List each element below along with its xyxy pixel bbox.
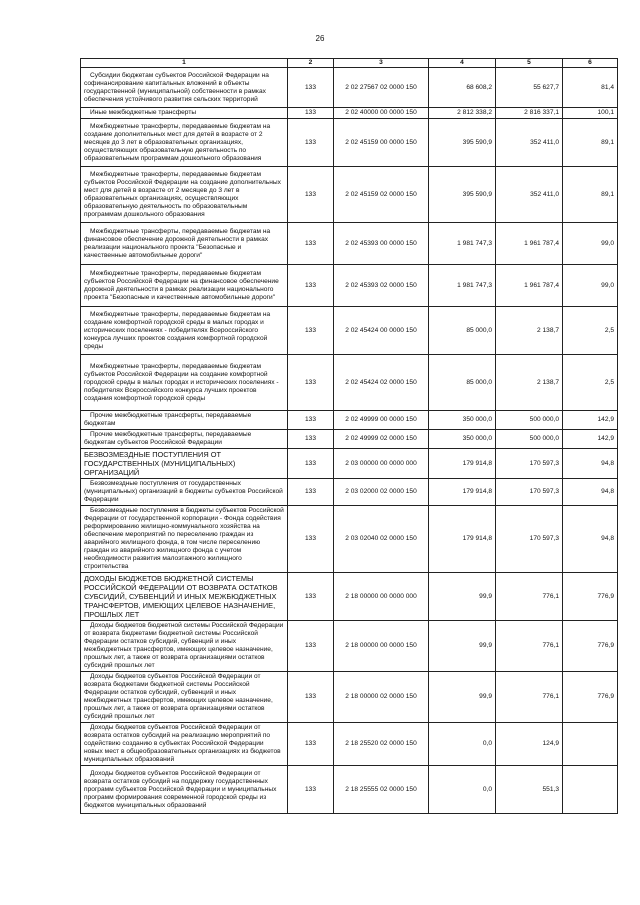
table-row [81, 355, 618, 411]
plan-value-cell: 99,9 [429, 621, 496, 672]
classification-code-cell: 2 02 27567 02 0000 150 [334, 68, 429, 108]
percent-cell: 776,9 [563, 573, 618, 621]
plan-value-cell: 1 981 747,3 [429, 265, 496, 307]
percent-cell: 776,9 [563, 672, 618, 723]
percent-cell: 89,1 [563, 167, 618, 223]
row-name-cell: Межбюджетные трансферты, передаваемые бюджетам на создание дополнительных мест для детей в возрасте от 2 месяцев до 3 лет в образовательных организациях, осуществляющих образовательную деятельность по образовательным программам дошкольного образования [81, 119, 288, 167]
percent-cell: 81,4 [563, 68, 618, 108]
classification-code-cell: 2 18 25555 02 0000 150 [334, 766, 429, 814]
row-name-cell: Доходы бюджетов субъектов Российской Федерации от возврата остатков субсидий на поддержку государственных программ субъектов Российской Федерации и муниципальных программ формирования современной городской среды из бюджетов муниципальных образований [81, 766, 288, 814]
plan-value-cell: 0,0 [429, 766, 496, 814]
percent-cell: 89,1 [563, 119, 618, 167]
percent-cell [563, 766, 618, 814]
admin-code-cell: 133 [288, 68, 334, 108]
admin-code-cell: 133 [288, 167, 334, 223]
column-header: 5 [496, 59, 563, 68]
admin-code-cell: 133 [288, 108, 334, 119]
column-header: 3 [334, 59, 429, 68]
actual-value-cell: 2 138,7 [496, 307, 563, 355]
actual-value-cell: 170 597,3 [496, 479, 563, 506]
admin-code-cell: 133 [288, 430, 334, 449]
row-name-cell: БЕЗВОЗМЕЗДНЫЕ ПОСТУПЛЕНИЯ ОТ ГОСУДАРСТВЕННЫХ (МУНИЦИПАЛЬНЫХ) ОРГАНИЗАЦИЙ [81, 449, 288, 479]
actual-value-cell: 500 000,0 [496, 430, 563, 449]
classification-code-cell: 2 02 45393 00 0000 150 [334, 223, 429, 265]
classification-code-cell: 2 03 02040 02 0000 150 [334, 506, 429, 573]
table-row [81, 265, 618, 307]
classification-code-cell: 2 03 02000 02 0000 150 [334, 479, 429, 506]
row-name-cell: Иные межбюджетные трансферты [81, 108, 288, 119]
table-row [81, 621, 618, 672]
admin-code-cell: 133 [288, 621, 334, 672]
column-header: 2 [288, 59, 334, 68]
table-row [81, 573, 618, 621]
admin-code-cell: 133 [288, 723, 334, 766]
admin-code-cell: 133 [288, 766, 334, 814]
plan-value-cell: 85 000,0 [429, 355, 496, 411]
classification-code-cell: 2 02 45159 02 0000 150 [334, 167, 429, 223]
row-name-cell: Межбюджетные трансферты, передаваемые бюджетам субъектов Российской Федерации на финансовое обеспечение дорожной деятельности в рамках реализации национального проекта "Безопасные и качественные автомобильные дороги" [81, 265, 288, 307]
row-name-cell: Безвозмездные поступления в бюджеты субъектов Российской Федерации от государственной корпорации - Фонда содействия реформированию жилищно-коммунального хозяйства на обеспечение мероприятий по переселению граждан из аварийного жилищного фонда, в том числе переселению граждан из аварийного жилищного фонда с учетом необходимости развития малоэтажного жилищного строительства [81, 506, 288, 573]
classification-code-cell: 2 02 45159 00 0000 150 [334, 119, 429, 167]
plan-value-cell: 85 000,0 [429, 307, 496, 355]
plan-value-cell: 179 914,8 [429, 479, 496, 506]
plan-value-cell: 2 812 338,2 [429, 108, 496, 119]
percent-cell [563, 723, 618, 766]
table-row [81, 672, 618, 723]
table-row [81, 68, 618, 108]
classification-code-cell: 2 02 49999 02 0000 150 [334, 430, 429, 449]
classification-code-cell: 2 02 45424 02 0000 150 [334, 355, 429, 411]
row-name-cell: Межбюджетные трансферты, передаваемые бюджетам субъектов Российской Федерации на создание дополнительных мест для детей в возрасте от 2 месяцев до 3 лет в образовательных организациях, осуществляющих образовательную деятельность по образовательным программам дошкольного образования [81, 167, 288, 223]
table-row [81, 430, 618, 449]
column-header: 6 [563, 59, 618, 68]
percent-cell: 776,9 [563, 621, 618, 672]
classification-code-cell: 2 02 45393 02 0000 150 [334, 265, 429, 307]
admin-code-cell: 133 [288, 265, 334, 307]
row-name-cell: Прочие межбюджетные трансферты, передаваемые бюджетам субъектов Российской Федерации [81, 430, 288, 449]
table-row [81, 479, 618, 506]
table-row [81, 223, 618, 265]
table-row [81, 411, 618, 430]
classification-code-cell: 2 18 00000 02 0000 150 [334, 672, 429, 723]
classification-code-cell: 2 02 49999 00 0000 150 [334, 411, 429, 430]
percent-cell: 94,8 [563, 506, 618, 573]
table-row [81, 108, 618, 119]
row-name-cell: Межбюджетные трансферты, передаваемые бюджетам субъектов Российской Федерации на создание комфортной городской среды в малых городах и исторических поселениях - победителях Всероссийского конкурса лучших проектов создания комфортной городской среды [81, 355, 288, 411]
column-header: 1 [81, 59, 288, 68]
classification-code-cell: 2 03 00000 00 0000 000 [334, 449, 429, 479]
admin-code-cell: 133 [288, 223, 334, 265]
admin-code-cell: 133 [288, 449, 334, 479]
actual-value-cell: 352 411,0 [496, 119, 563, 167]
actual-value-cell: 170 597,3 [496, 506, 563, 573]
plan-value-cell: 68 608,2 [429, 68, 496, 108]
admin-code-cell: 133 [288, 307, 334, 355]
admin-code-cell: 133 [288, 119, 334, 167]
table-row [81, 167, 618, 223]
row-name-cell: Доходы бюджетов бюджетной системы Российской Федерации от возврата бюджетами бюджетной системы Российской Федерации остатков субсидий, субвенций и иных межбюджетных трансфертов, имеющих целевое назначение, прошлых лет, а также от возврата организациями остатков субсидий прошлых лет [81, 621, 288, 672]
table-row [81, 506, 618, 573]
table-row [81, 723, 618, 766]
classification-code-cell: 2 18 25520 02 0000 150 [334, 723, 429, 766]
budget-revenue-table [80, 58, 618, 814]
actual-value-cell: 500 000,0 [496, 411, 563, 430]
admin-code-cell: 133 [288, 411, 334, 430]
actual-value-cell: 2 138,7 [496, 355, 563, 411]
actual-value-cell: 776,1 [496, 672, 563, 723]
plan-value-cell: 99,9 [429, 672, 496, 723]
row-name-cell: Субсидии бюджетам субъектов Российской Федерации на софинансирование капитальных вложений в объекты государственной (муниципальной) собственности в рамках обеспечения устойчивого развития сельских территорий [81, 68, 288, 108]
column-header: 4 [429, 59, 496, 68]
plan-value-cell: 350 000,0 [429, 430, 496, 449]
percent-cell: 94,8 [563, 449, 618, 479]
plan-value-cell: 99,9 [429, 573, 496, 621]
row-name-cell: ДОХОДЫ БЮДЖЕТОВ БЮДЖЕТНОЙ СИСТЕМЫ РОССИЙСКОЙ ФЕДЕРАЦИИ ОТ ВОЗВРАТА ОСТАТКОВ СУБСИДИЙ, СУБВЕНЦИЙ И ИНЫХ МЕЖБЮДЖЕТНЫХ ТРАНСФЕРТОВ, ИМЕЮЩИХ ЦЕЛЕВОЕ НАЗНАЧЕНИЕ, ПРОШЛЫХ ЛЕТ [81, 573, 288, 621]
percent-cell: 142,9 [563, 430, 618, 449]
column-number-row [81, 59, 618, 68]
admin-code-cell: 133 [288, 573, 334, 621]
table-row [81, 307, 618, 355]
row-name-cell: Межбюджетные трансферты, передаваемые бюджетам на финансовое обеспечение дорожной деятельности в рамках реализации национального проекта "Безопасные и качественные автомобильные дороги" [81, 223, 288, 265]
row-name-cell: Доходы бюджетов субъектов Российской Федерации от возврата остатков субсидий на реализацию мероприятий по содействию созданию в субъектах Российской Федерации новых мест в общеобразовательных организациях из бюджетов муниципальных образований [81, 723, 288, 766]
percent-cell: 100,1 [563, 108, 618, 119]
actual-value-cell: 551,3 [496, 766, 563, 814]
actual-value-cell: 1 961 787,4 [496, 265, 563, 307]
actual-value-cell: 2 816 337,1 [496, 108, 563, 119]
plan-value-cell: 395 590,9 [429, 167, 496, 223]
table-row [81, 449, 618, 479]
percent-cell: 142,9 [563, 411, 618, 430]
percent-cell: 2,5 [563, 307, 618, 355]
classification-code-cell: 2 18 00000 00 0000 150 [334, 621, 429, 672]
actual-value-cell: 55 627,7 [496, 68, 563, 108]
percent-cell: 2,5 [563, 355, 618, 411]
plan-value-cell: 179 914,8 [429, 506, 496, 573]
actual-value-cell: 776,1 [496, 573, 563, 621]
admin-code-cell: 133 [288, 506, 334, 573]
actual-value-cell: 776,1 [496, 621, 563, 672]
percent-cell: 99,0 [563, 265, 618, 307]
row-name-cell: Безвозмездные поступления от государственных (муниципальных) организаций в бюджеты субъектов Российской Федерации [81, 479, 288, 506]
plan-value-cell: 0,0 [429, 723, 496, 766]
plan-value-cell: 1 981 747,3 [429, 223, 496, 265]
classification-code-cell: 2 02 45424 00 0000 150 [334, 307, 429, 355]
plan-value-cell: 179 914,8 [429, 449, 496, 479]
actual-value-cell: 170 597,3 [496, 449, 563, 479]
percent-cell: 99,0 [563, 223, 618, 265]
table-row [81, 766, 618, 814]
admin-code-cell: 133 [288, 355, 334, 411]
row-name-cell: Прочие межбюджетные трансферты, передаваемые бюджетам [81, 411, 288, 430]
plan-value-cell: 395 590,9 [429, 119, 496, 167]
percent-cell: 94,8 [563, 479, 618, 506]
page-number: 26 [315, 34, 325, 43]
actual-value-cell: 352 411,0 [496, 167, 563, 223]
row-name-cell: Доходы бюджетов субъектов Российской Федерации от возврата бюджетами бюджетной системы Российской Федерации остатков субсидий, субвенций и иных межбюджетных трансфертов, имеющих целевое назначение, прошлых лет, а также от возврата организациями остатков субсидий прошлых лет [81, 672, 288, 723]
actual-value-cell: 124,9 [496, 723, 563, 766]
classification-code-cell: 2 02 40000 00 0000 150 [334, 108, 429, 119]
row-name-cell: Межбюджетные трансферты, передаваемые бюджетам на создание комфортной городской среды в малых городах и исторических поселениях - победителях Всероссийского конкурса лучших проектов создания комфортной городской среды [81, 307, 288, 355]
admin-code-cell: 133 [288, 672, 334, 723]
classification-code-cell: 2 18 00000 00 0000 000 [334, 573, 429, 621]
table-row [81, 119, 618, 167]
plan-value-cell: 350 000,0 [429, 411, 496, 430]
admin-code-cell: 133 [288, 479, 334, 506]
actual-value-cell: 1 961 787,4 [496, 223, 563, 265]
